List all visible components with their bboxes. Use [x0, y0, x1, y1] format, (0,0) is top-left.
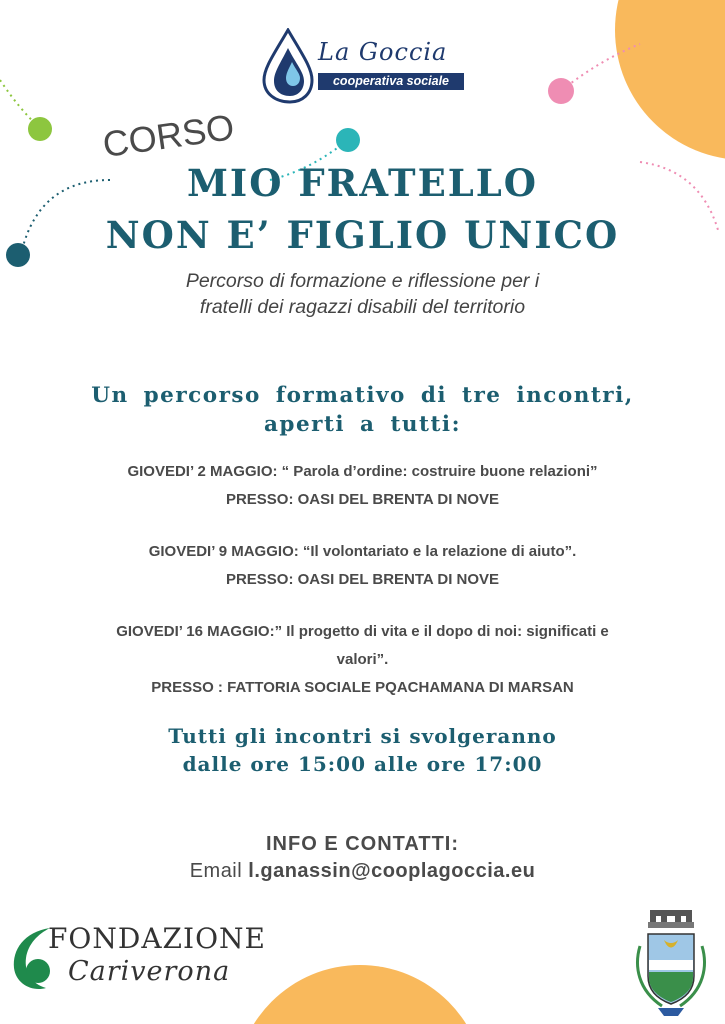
- event-3: [40, 618, 685, 702]
- schedule-line-2: dalle ore 15:00 alle ore 17:00: [182, 752, 543, 776]
- subtitle-line-1: Percorso di formazione e riflessione per i: [185, 270, 540, 292]
- contacts-email-row: [0, 860, 725, 883]
- event-3-title: GIOVEDI’ 16 MAGGIO:” Il progetto di vita e il dopo di noi: significati e: [116, 623, 609, 640]
- contacts-heading: INFO E CONTATTI:: [265, 833, 459, 855]
- logo-subtitle: cooperativa sociale: [318, 73, 464, 90]
- sponsor-name-line-1: FONDAZIONE: [48, 922, 266, 955]
- orange-circle-bottom: [235, 965, 485, 1024]
- event-3-location: PRESSO : FATTORIA SOCIALE PQACHAMANA DI MARSAN: [151, 679, 574, 696]
- sponsor-name-line-2: Cariverona: [68, 956, 231, 987]
- pink-dot: [548, 78, 574, 104]
- schedule-note: [0, 722, 725, 778]
- intro-line-2: aperti a tutti:: [264, 412, 461, 437]
- event-2-title: GIOVEDI’ 9 MAGGIO: “Il volontariato e la relazione di aiuto”.: [148, 543, 577, 560]
- event-2-location: PRESSO: OASI DEL BRENTA DI NOVE: [225, 571, 500, 588]
- schedule-line-1: Tutti gli incontri si svolgeranno: [168, 724, 557, 748]
- municipal-crest-icon: [628, 906, 714, 1018]
- cyan-dot: [336, 128, 360, 152]
- intro-line-1: Un percorso formativo di tre incontri,: [91, 383, 634, 408]
- email-link[interactable]: l.ganassin@cooplagoccia.eu: [248, 860, 536, 882]
- page-title-line-2: NON E’ FIGLIO UNICO: [105, 213, 620, 257]
- event-3-title-cont: valori”.: [336, 651, 389, 668]
- email-label: Email: [189, 860, 243, 882]
- event-2: [40, 538, 685, 594]
- event-1-location: PRESSO: OASI DEL BRENTA DI NOVE: [225, 491, 500, 508]
- page-subtitle: [0, 268, 725, 320]
- intro-heading: [0, 381, 725, 439]
- event-1: [40, 458, 685, 514]
- logo-name: La Goccia: [318, 38, 448, 66]
- orange-circle-top-right: [615, 0, 725, 160]
- page-title-line-1: MIO FRATELLO: [186, 161, 539, 205]
- event-1-title: GIOVEDI’ 2 MAGGIO: “ Parola d’ordine: costruire buone relazioni”: [127, 463, 598, 480]
- course-kicker: CORSO: [100, 106, 237, 166]
- lime-dot: [28, 117, 52, 141]
- subtitle-line-2: fratelli dei ragazzi disabili del territorio: [199, 296, 526, 318]
